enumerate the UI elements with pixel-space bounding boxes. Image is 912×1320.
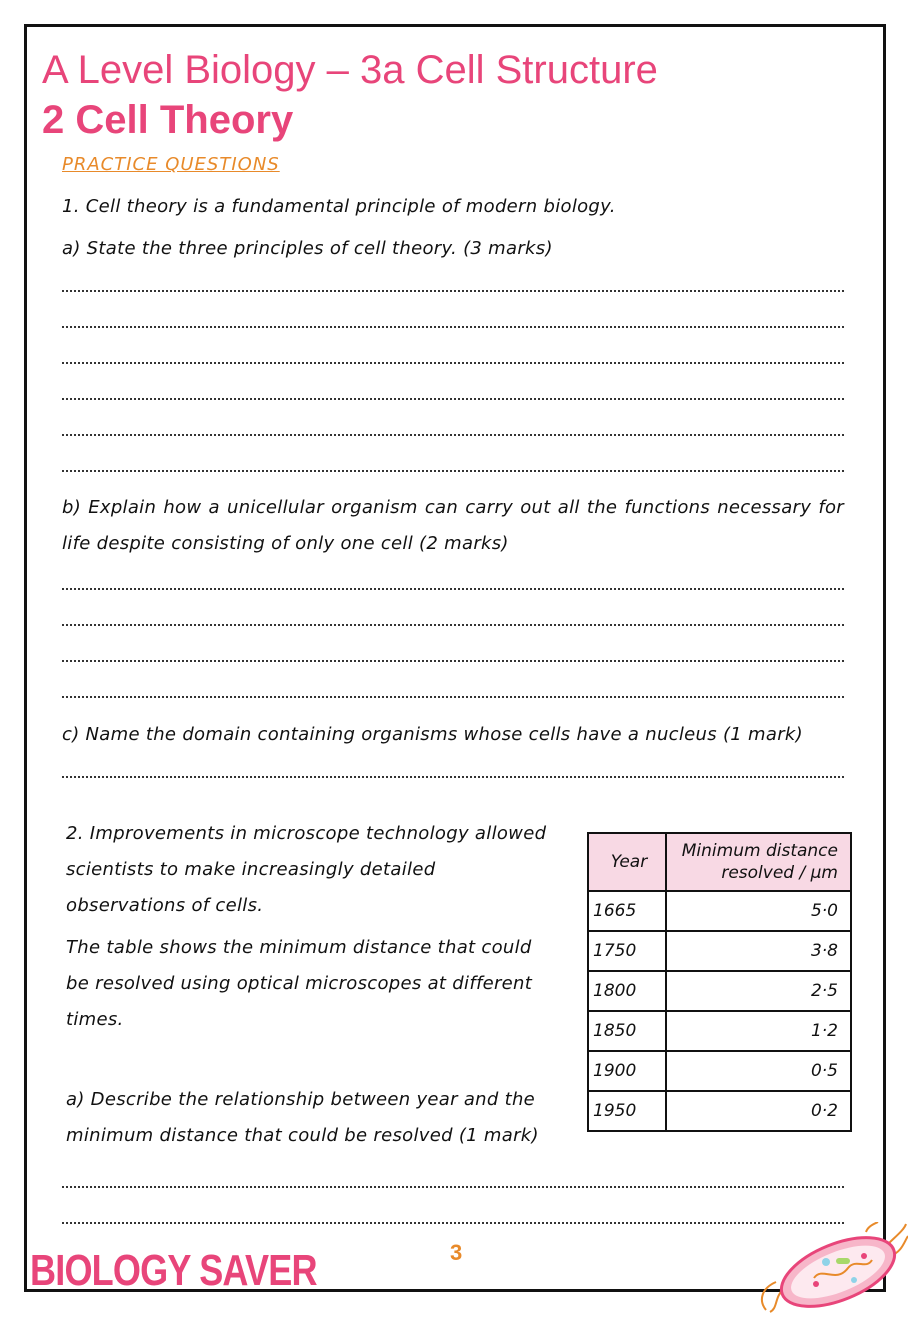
page-number: 3 <box>450 1240 463 1265</box>
question-1a: a) State the three principles of cell theory. (3 marks) <box>62 238 553 259</box>
table-row <box>588 931 851 971</box>
cell-distance: 0·2 <box>666 1091 851 1131</box>
section-label: PRACTICE QUESTIONS <box>62 154 280 175</box>
page-subtitle: 2 Cell Theory <box>42 98 294 142</box>
table-header-row <box>588 833 851 891</box>
answer-line[interactable] <box>62 470 844 472</box>
answer-line[interactable] <box>62 362 844 364</box>
cell-distance: 1·2 <box>666 1011 851 1051</box>
header-year: Year <box>588 833 666 891</box>
table-row <box>588 1051 851 1091</box>
answer-line[interactable] <box>62 1222 844 1224</box>
bacterium-illustration-icon <box>756 1222 908 1314</box>
answer-line[interactable] <box>62 776 844 778</box>
answer-line[interactable] <box>62 660 844 662</box>
question-2-intro: The table shows the minimum distance that could be resolved using optical microscopes at different times. <box>66 937 533 1030</box>
cell-year: 1750 <box>588 931 666 971</box>
cell-year: 1900 <box>588 1051 666 1091</box>
cell-distance: 2·5 <box>666 971 851 1011</box>
cell-distance: 3·8 <box>666 931 851 971</box>
resolution-table <box>587 832 852 1132</box>
answer-line[interactable] <box>62 326 844 328</box>
answer-line[interactable] <box>62 1186 844 1188</box>
table-row <box>588 1091 851 1131</box>
cell-distance: 5·0 <box>666 891 851 931</box>
answer-line[interactable] <box>62 398 844 400</box>
answer-line[interactable] <box>62 588 844 590</box>
question-2-stem: 2. Improvements in microscope technology allowed scientists to make increasingly detailed observations of cells. <box>66 823 547 916</box>
cell-year: 1800 <box>588 971 666 1011</box>
answer-line[interactable] <box>62 290 844 292</box>
answer-line[interactable] <box>62 696 844 698</box>
question-1c: c) Name the domain containing organisms whose cells have a nucleus (1 mark) <box>62 724 803 745</box>
answer-line[interactable] <box>62 434 844 436</box>
header-distance: Minimum distance resolved / μm <box>666 833 851 891</box>
question-1-stem: 1. Cell theory is a fundamental principle of modern biology. <box>62 196 616 217</box>
table-row <box>588 1011 851 1051</box>
question-2a: a) Describe the relationship between year and the minimum distance that could be resolved (1 mark) <box>66 1089 539 1146</box>
cell-year: 1665 <box>588 891 666 931</box>
page-title: A Level Biology – 3a Cell Structure <box>42 48 658 92</box>
brand-logo: BIOLOGY SAVER <box>30 1246 317 1295</box>
cell-year: 1950 <box>588 1091 666 1131</box>
answer-line[interactable] <box>62 624 844 626</box>
table-row <box>588 971 851 1011</box>
question-1b: b) Explain how a unicellular organism can carry out all the functions necessary for life despite consisting of only one cell (2 marks) <box>62 497 844 554</box>
cell-year: 1850 <box>588 1011 666 1051</box>
table-row <box>588 891 851 931</box>
cell-distance: 0·5 <box>666 1051 851 1091</box>
